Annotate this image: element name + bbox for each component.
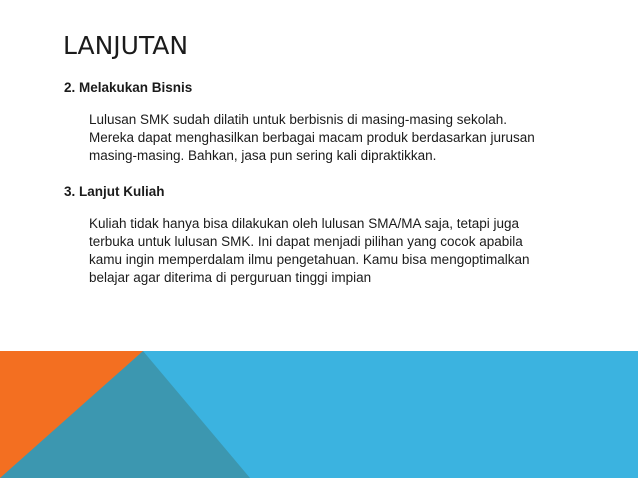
- body-line: belajar agar diterima di perguruan tinggi impian: [89, 270, 372, 285]
- body-line: terbuka untuk lulusan SMK. Ini dapat menjadi pilihan yang cocok apabila: [89, 234, 523, 249]
- decorative-footer-band: [0, 351, 638, 478]
- section-heading-bisnis: 2. Melakukan Bisnis: [64, 80, 193, 95]
- body-line: Mereka dapat menghasilkan berbagai macam produk berdasarkan jurusan: [89, 130, 535, 145]
- body-line: kamu ingin memperdalam ilmu pengetahuan. Kamu bisa mengoptimalkan: [89, 252, 530, 267]
- footer-shapes: [0, 351, 638, 478]
- section-body-bisnis: [89, 111, 589, 165]
- slide-title: LANJUTAN: [63, 31, 189, 60]
- body-line: masing-masing. Bahkan, jasa pun sering kali dipraktikkan.: [89, 148, 437, 163]
- section-body-kuliah: [89, 215, 589, 287]
- body-line: Kuliah tidak hanya bisa dilakukan oleh lulusan SMA/MA saja, tetapi juga: [89, 216, 520, 231]
- body-line: Lulusan SMK sudah dilatih untuk berbisnis di masing-masing sekolah.: [89, 112, 507, 127]
- section-heading-kuliah: 3. Lanjut Kuliah: [64, 184, 165, 199]
